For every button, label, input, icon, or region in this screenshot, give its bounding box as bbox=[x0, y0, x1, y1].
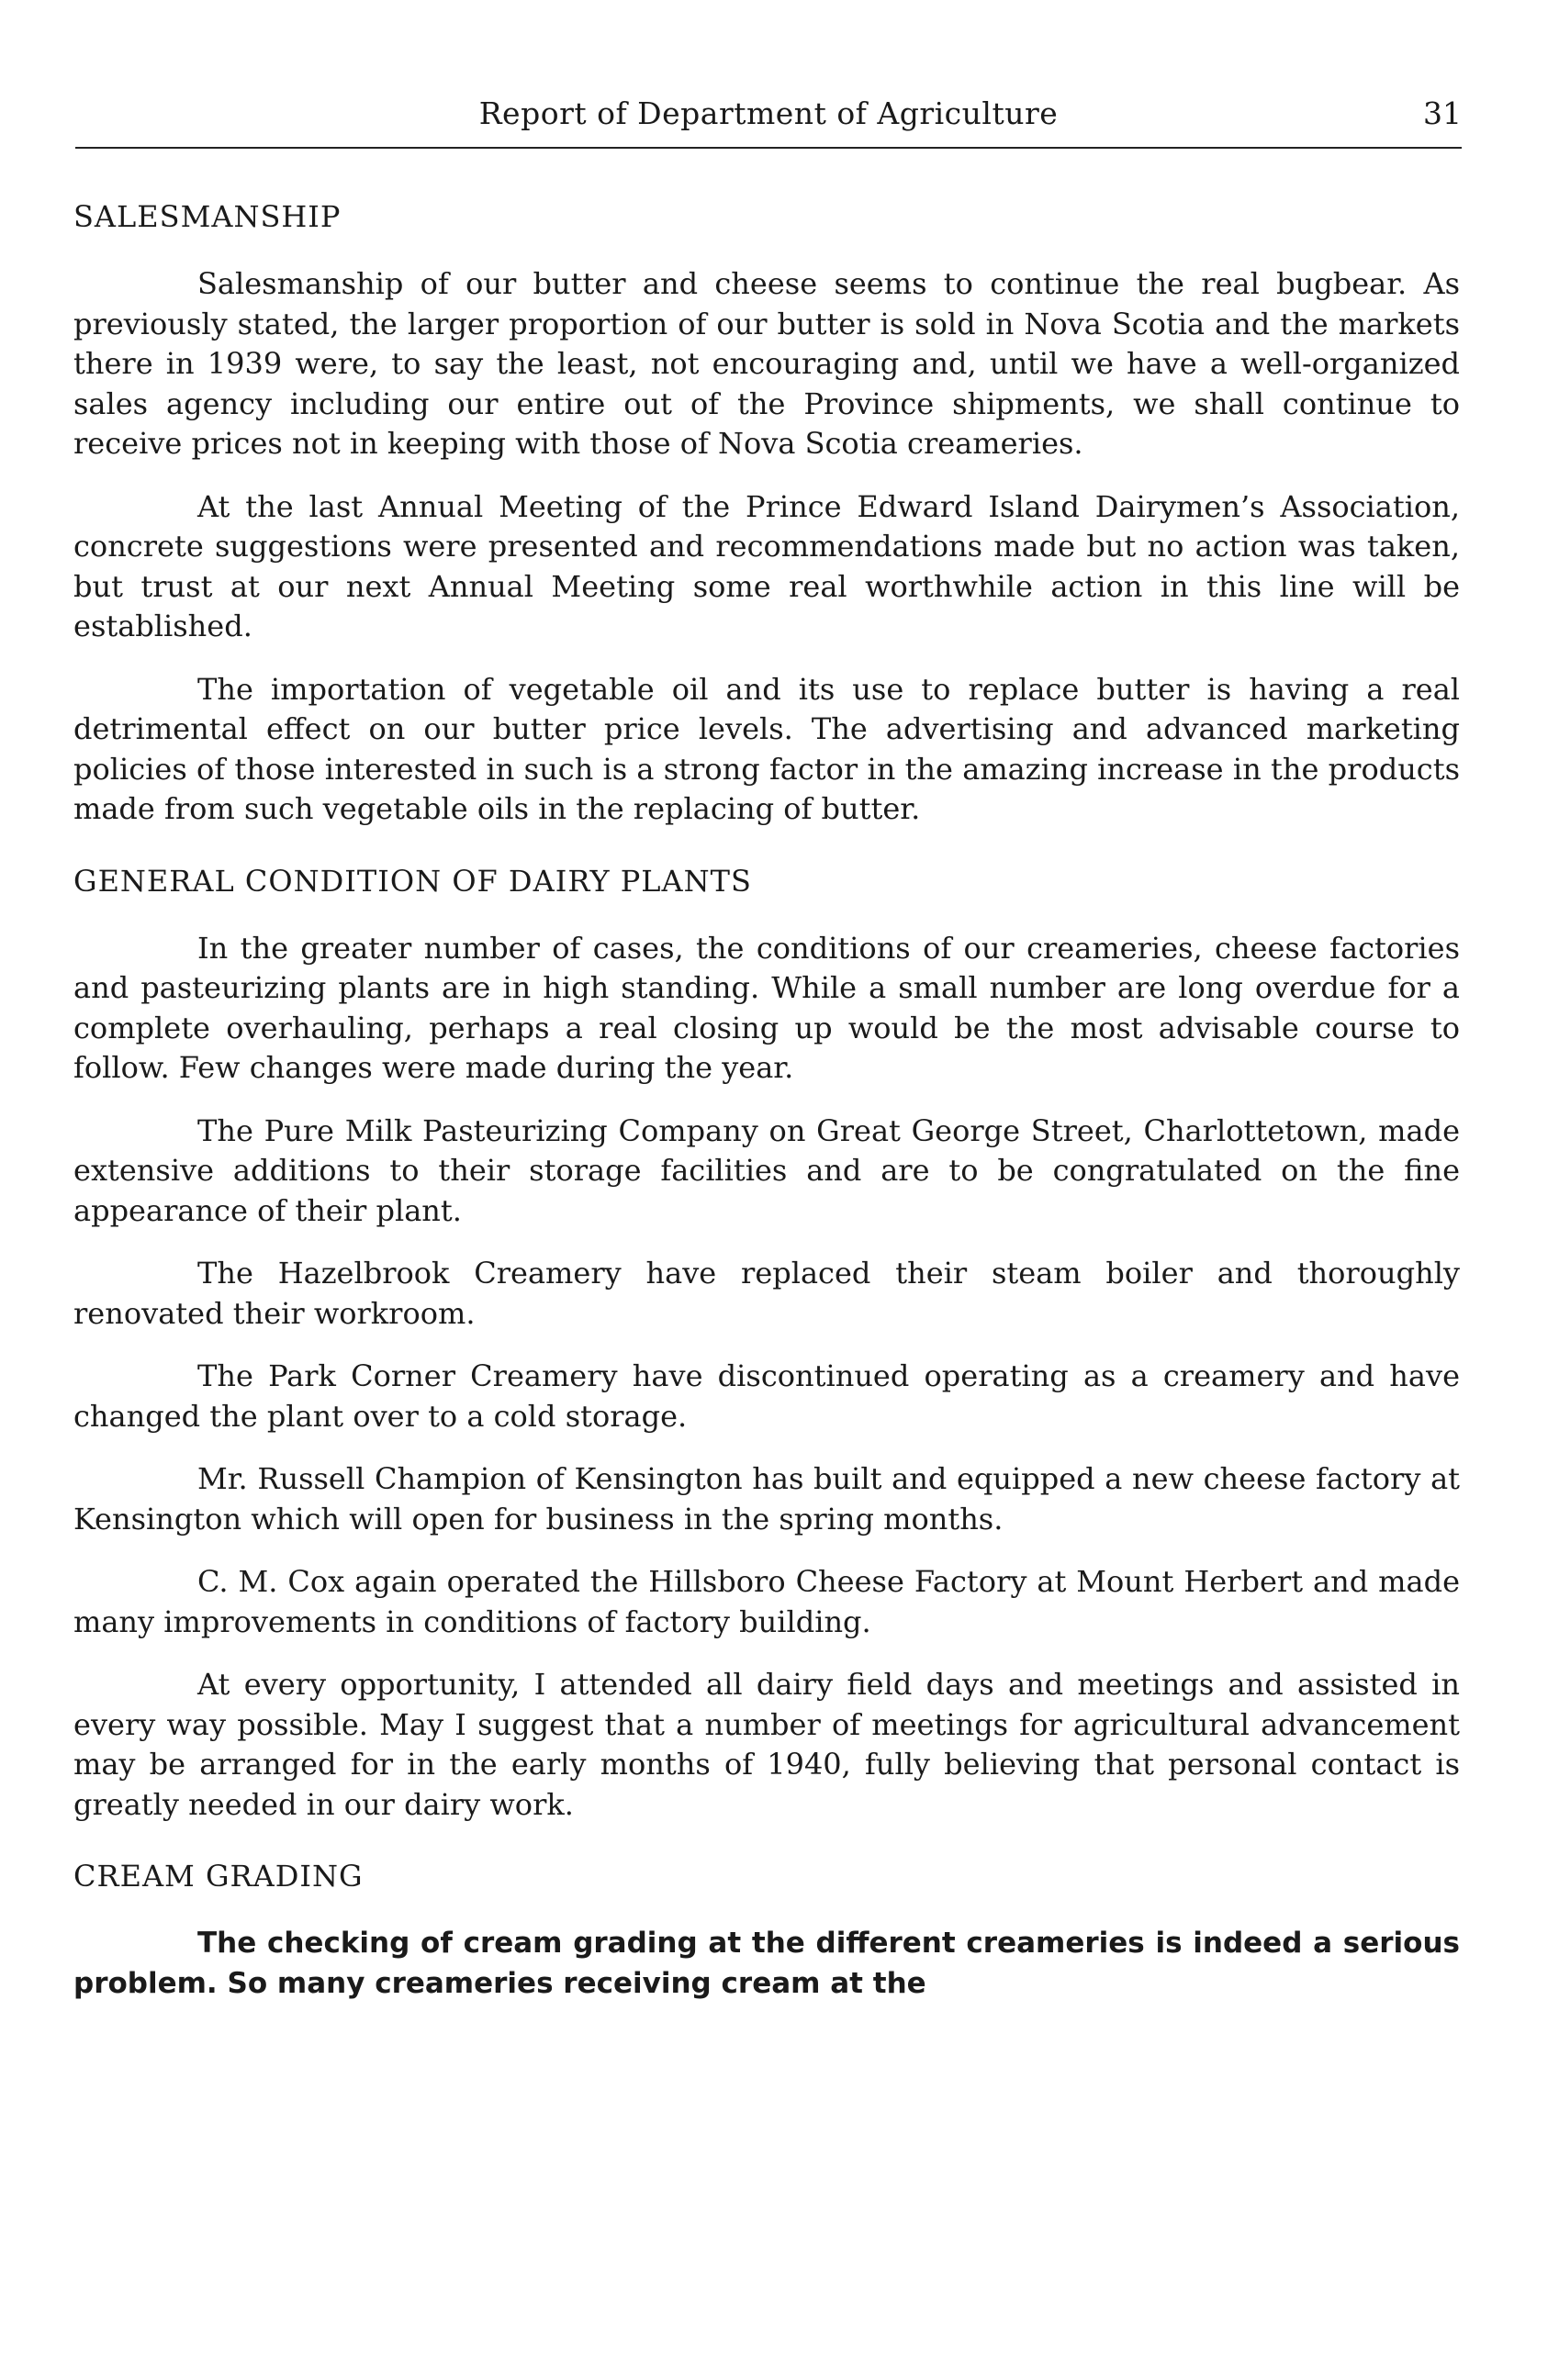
section-heading: GENERAL CONDITION OF DAIRY PLANTS bbox=[73, 863, 752, 899]
section-cream-grading bbox=[73, 1856, 1460, 2004]
paragraph: Salesmanship of our butter and cheese seems to continue the real bugbear. As previously stated, the larger proportion of our butter is sold in Nova Scotia and the markets there in 1939 were, to say the least, not encouraging and, until we have a well-organized sales agency including our entire out of the Province shipments, we shall continue to receive prices not in keeping with those of Nova Scotia creameries. bbox=[73, 266, 1460, 461]
paragraph: The Hazelbrook Creamery have replaced their steam boiler and thoroughly renovated their workroom. bbox=[73, 1256, 1460, 1331]
paragraph: The importation of vegetable oil and its use to replace butter is having a real detrimental effect on our butter price levels. The advertising and advanced marketing policies of those interested in such is a strong factor in the amazing increase in the products made from such vegetable oils in the replacing of butter. bbox=[73, 671, 1460, 826]
paragraph: At every opportunity, I attended all dairy field days and meetings and assisted in every way possible. May I suggest that a number of meetings for agricultural advancement may be arranged for in the early months of 1940, fully believing that personal contact is greatly needed in our dairy work. bbox=[73, 1667, 1460, 1822]
page-body bbox=[73, 196, 1460, 2027]
page-number: 31 bbox=[1423, 95, 1462, 131]
paragraph: C. M. Cox again operated the Hillsboro Cheese Factory at Mount Herbert and made many improvements in conditions of factory building. bbox=[73, 1564, 1460, 1639]
paragraph: At the last Annual Meeting of the Prince Edward Island Dairymen’s Association, concrete suggestions were presented and recommendations made but no action was taken, but trust at our next Annual Meeting some real worthwhile action in this line will be established. bbox=[73, 488, 1460, 643]
paragraph: In the greater number of cases, the conditions of our creameries, cheese factories and pasteurizing plants are in high standing. While a small number are long overdue for a complete overhauling, perhaps a real closing up would be the most advisable course to follow. Few changes were made during the year. bbox=[73, 930, 1460, 1085]
section-salesmanship bbox=[73, 196, 1460, 830]
paragraph: The Pure Milk Pasteurizing Company on Great George Street, Charlottetown, made extensive additions to their storage facilities and are to be congratulated on the fine appearance of their plant. bbox=[73, 1112, 1460, 1228]
running-title: Report of Department of Agriculture bbox=[478, 95, 1059, 131]
paragraph: The checking of cream grading at the different creameries is indeed a serious problem. So many creameries receiving cream at the bbox=[73, 1927, 1460, 2000]
running-header bbox=[75, 92, 1462, 149]
section-heading: CREAM GRADING bbox=[73, 1859, 364, 1894]
paragraph: Mr. Russell Champion of Kensington has built and equipped a new cheese factory at Kensington which will open for business in the spring months. bbox=[73, 1461, 1460, 1536]
paragraph: The Park Corner Creamery have discontinued operating as a creamery and have changed the plant over to a cold storage. bbox=[73, 1358, 1460, 1434]
section-heading: SALESMANSHIP bbox=[73, 199, 342, 234]
section-general-condition bbox=[73, 861, 1460, 1826]
